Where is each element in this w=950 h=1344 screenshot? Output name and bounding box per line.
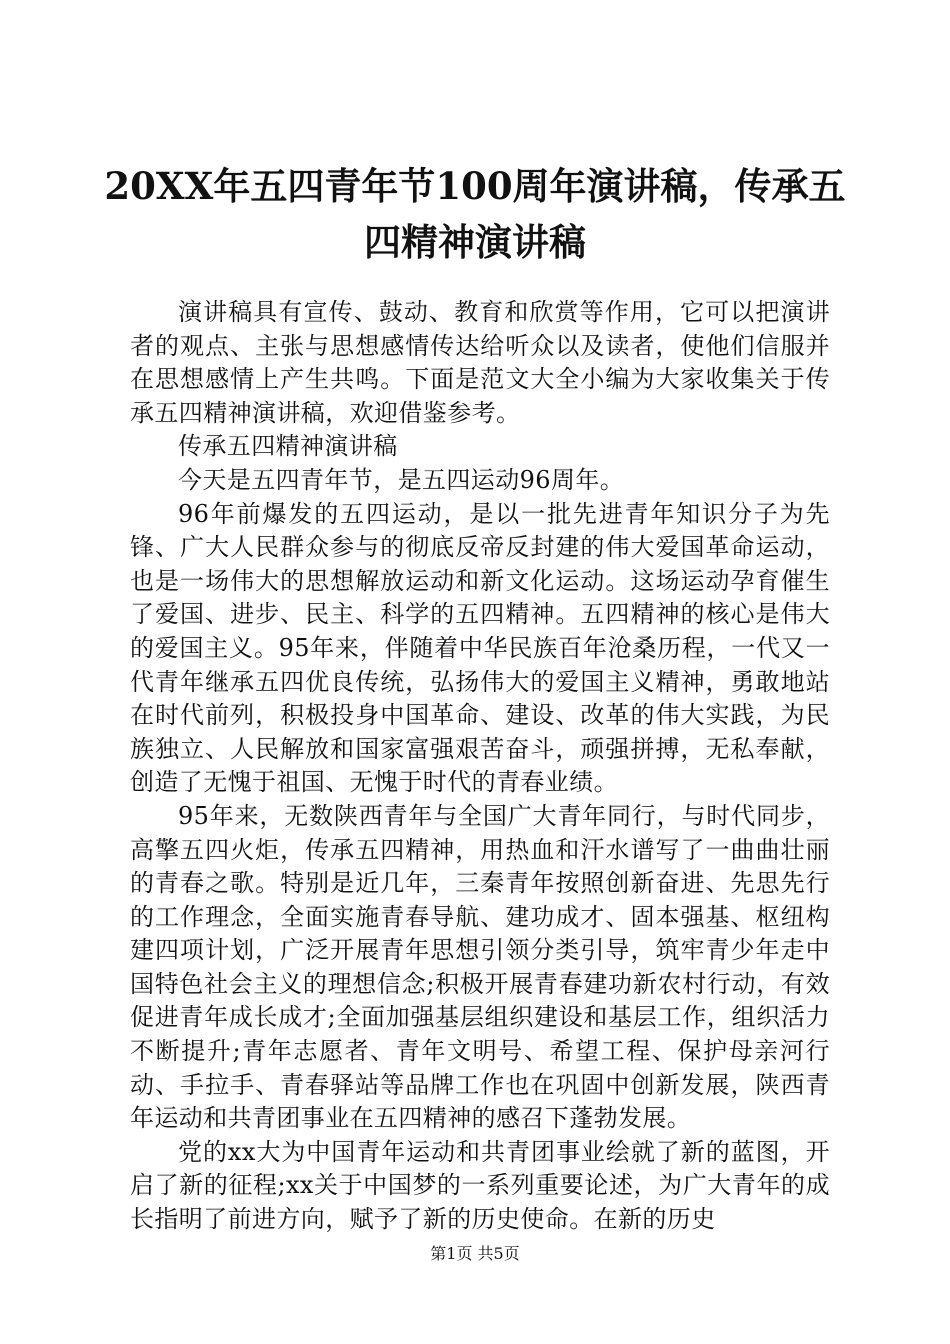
- paragraph-new-mission: 党的xx大为中国青年运动和共青团事业绘就了新的蓝图，开启了新的征程;xx关于中国梦的一系列重要论述，为广大青年的成长指明了前进方向，赋予了新的历史使命。在新的历史: [130, 1137, 830, 1234]
- document-body: [130, 296, 830, 1237]
- paragraph-intro: 演讲稿具有宣传、鼓动、教育和欣赏等作用，它可以把演讲者的观点、主张与思想感情传达给听众以及读者，使他们信服并在思想感情上产生共鸣。下面是范文大全小编为大家收集关于传承五四精神演讲稿，欢迎借鉴参考。: [130, 298, 830, 427]
- paragraph-shaanxi-youth: 95年来，无数陕西青年与全国广大青年同行，与时代同步，高擎五四火炬，传承五四精神，用热血和汗水谱写了一曲曲壮丽的青春之歌。特别是近几年，三秦青年按照创新奋进、先思先行的工作理念，全面实施青春导航、建功成才、固本强基、枢纽构建四项计划，广泛开展青年思想引领分类引导，筑牢青少年走中国特色社会主义的理想信念;积极开展青春建功新农村行动，有效促进青年成长成才;全面加强基层组织建设和基层工作，组织活力不断提升;青年志愿者、青年文明号、希望工程、保护母亲河行动、手拉手、青春驿站等品牌工作也在巩固中创新发展，陕西青年运动和共青团事业在五四精神的感召下蓬勃发展。: [130, 801, 830, 1133]
- paragraph-history: 96年前爆发的五四运动，是以一批先进青年知识分子为先锋、广大人民群众参与的彻底反帝反封建的伟大爱国革命运动，也是一场伟大的思想解放运动和新文化运动。这场运动孕育催生了爱国、进步、民主、科学的五四精神。五四精神的核心是伟大的爱国主义。95年来，伴随着中华民族百年沧桑历程，一代又一代青年继承五四优良传统，弘扬伟大的爱国主义精神，勇敢地站在时代前列，积极投身中国革命、建设、改革的伟大实践，为民族独立、人民解放和国家富强艰苦奋斗，顽强拼搏，无私奉献，创造了无愧于祖国、无愧于时代的青春业绩。: [130, 499, 830, 797]
- paragraph-opening: 今天是五四青年节，是五四运动96周年。: [178, 465, 625, 494]
- page-number-footer: 第1页 共5页: [430, 1244, 520, 1263]
- paragraph-subtitle: 传承五四精神演讲稿: [178, 432, 398, 461]
- document-title: 20XX年五四青年节100周年演讲稿，传承五四精神演讲稿: [104, 164, 846, 264]
